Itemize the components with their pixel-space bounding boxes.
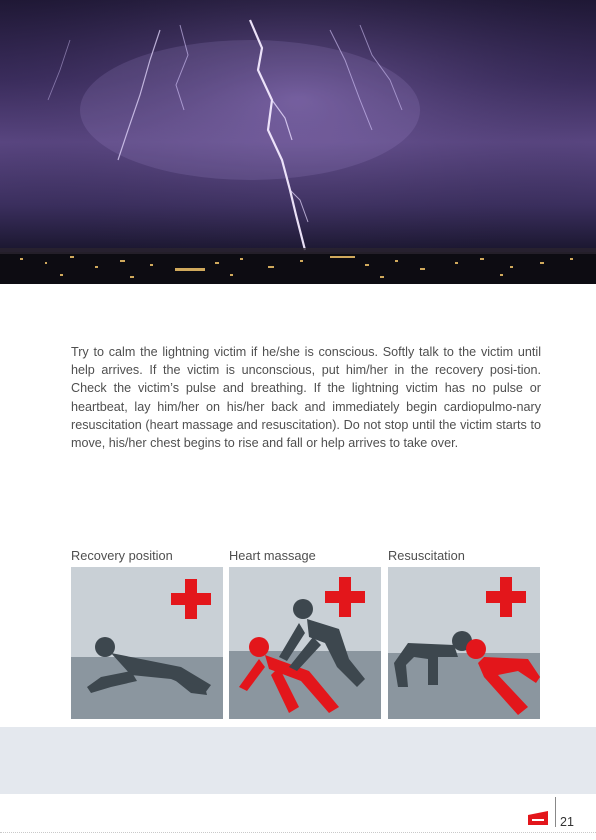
red-cross-icon <box>325 577 365 617</box>
red-cross-icon <box>486 577 526 617</box>
caption-resuscitation: Resuscitation <box>388 548 465 563</box>
red-cross-icon <box>171 579 211 619</box>
page-divider <box>555 797 556 827</box>
heart-massage-pictogram <box>229 567 381 719</box>
dehn-logo-icon <box>526 809 550 827</box>
footer-band <box>0 727 596 794</box>
resuscitation-pictogram <box>388 567 540 719</box>
caption-heart-massage: Heart massage <box>229 548 316 563</box>
dotted-divider <box>0 832 596 833</box>
caption-recovery-position: Recovery position <box>71 548 173 563</box>
recovery-position-pictogram <box>71 567 223 719</box>
lightning-scene <box>0 0 596 284</box>
body-paragraph: Try to calm the lightning victim if he/she is conscious. Softly talk to the victim until help arrives. If the victim is unconscious, put him/her in the recovery posi-tion. Check the victim’s pulse and breathing. If the lightning victim has no pulse or heartbeat, lay him/her on his/her back and immediately begin cardiopulmo-nary resuscitation (heart massage and resuscitation). Do not stop until the victim starts to move, his/her chest begins to rise and fall or help arrives to take over. <box>71 345 541 451</box>
page-number: 21 <box>560 815 574 829</box>
lightning-photo <box>0 0 596 284</box>
